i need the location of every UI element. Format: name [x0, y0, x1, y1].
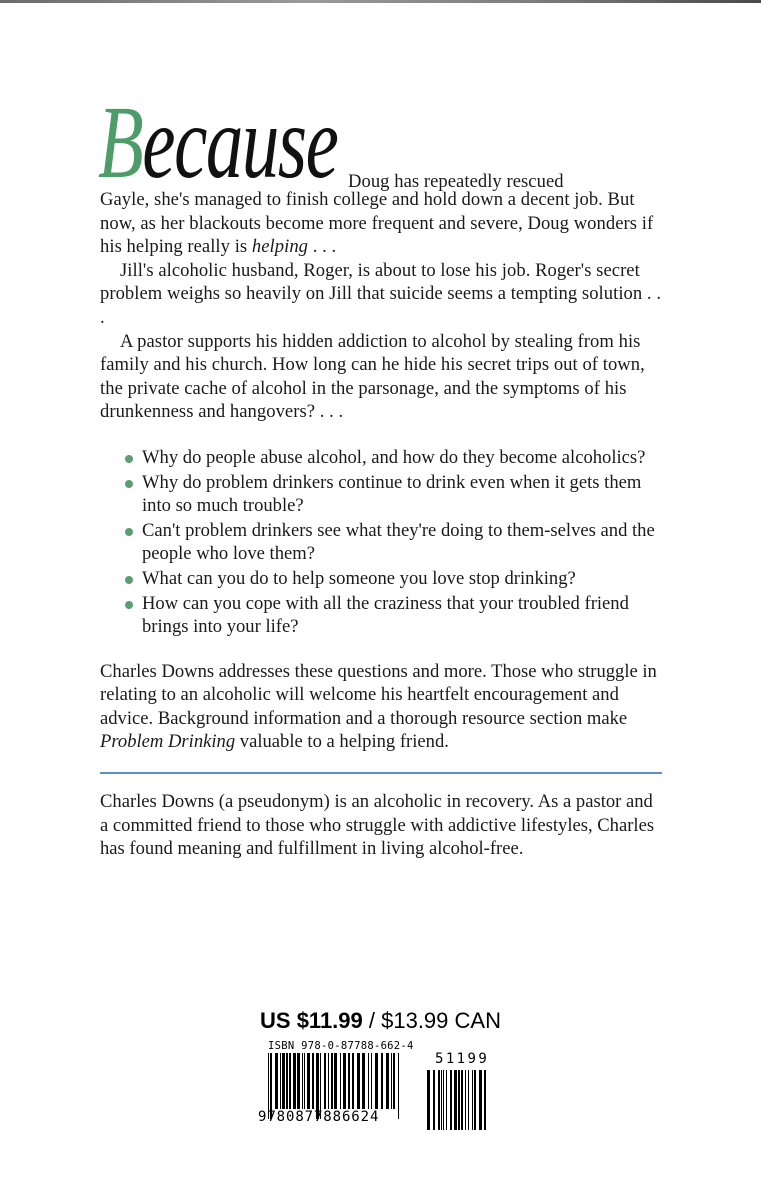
barcode-bar [312, 1053, 314, 1109]
question-text: What can you do to help someone you love stop drinking? [142, 567, 576, 589]
barcode-bar [375, 1053, 378, 1109]
barcode-bar [381, 1053, 383, 1109]
book-title-italic: Problem Drinking [100, 731, 236, 753]
dropcap-word [98, 85, 338, 200]
barcode-bar [386, 1053, 389, 1109]
question-item [126, 446, 665, 470]
barcode-bar [289, 1053, 291, 1109]
price-can: $13.99 CAN [381, 1008, 501, 1033]
barcode-bar [461, 1070, 463, 1130]
isbn-label: ISBN 978-0-87788-662-4 [268, 1040, 414, 1052]
lead-paragraph-2: Jill's alcoholic husband, Roger, is about to lose his job. Roger's secret problem weighs so heavily on Jill that suicide seems a tempting solution . . . [100, 259, 662, 328]
cover-top-edge [0, 0, 761, 3]
barcode-bar [446, 1070, 447, 1130]
lead-paragraph-1-emphasis: helping [251, 236, 309, 258]
dropcap-rest: ecause [142, 85, 338, 200]
barcode-bar [441, 1070, 442, 1130]
barcode-bar [307, 1053, 310, 1109]
barcode-bar [458, 1070, 460, 1130]
barcode-bar [433, 1070, 435, 1130]
barcode-bar [297, 1053, 300, 1109]
barcode-bar [450, 1070, 452, 1130]
section-divider [100, 772, 662, 774]
addon-digits: 51199 [435, 1051, 490, 1067]
barcode-bar [438, 1070, 440, 1130]
summary-paragraph [100, 660, 665, 754]
question-text: How can you cope with all the craziness that your troubled friend brings into your life? [142, 592, 629, 638]
barcode-bar [352, 1053, 354, 1109]
addon-barcode-icon [427, 1070, 489, 1130]
summary-text-before: Charles Downs addresses these questions and more. Those who struggle in relating to an alcoholic will welcome his heartfelt encouragement and advice. Background information and a thorough resource section make [100, 660, 657, 729]
price-separator: / [362, 1008, 382, 1033]
lead-section [98, 85, 665, 424]
bullet-dot-icon [125, 480, 133, 488]
barcode-bar [393, 1053, 395, 1109]
barcode-bar [348, 1053, 350, 1109]
question-text: Why do problem drinkers continue to drink even when it gets them into so much trouble? [142, 471, 642, 517]
barcode-bar [391, 1053, 392, 1109]
barcode-bar [331, 1053, 333, 1109]
bullet-dot-icon [125, 601, 133, 609]
lead-paragraph-3: A pastor supports his hidden addiction to alcohol by stealing from his family and his church. How long can he hide his secret trips out of town, the private cache of alcohol in the parsonage, and the symptoms of his drunkenness and hangovers? . . . [100, 330, 645, 423]
barcode-bar [474, 1070, 476, 1130]
lead-paragraph-1-end: . . . [308, 236, 337, 258]
barcode-bar [454, 1070, 457, 1130]
barcode-bar [362, 1053, 365, 1109]
barcode-bar [304, 1053, 305, 1109]
price-line [0, 1008, 761, 1034]
barcode-bar [343, 1053, 346, 1109]
opening-line-tail: Doug has repeatedly rescued [348, 171, 564, 193]
question-item [126, 519, 665, 566]
question-text: Can't problem drinkers see what they're doing to them-selves and the people who love them? [142, 519, 655, 565]
back-cover-text [98, 85, 665, 861]
barcode-bar [468, 1070, 469, 1130]
author-bio: Charles Downs (a pseudonym) is an alcoholic in recovery. As a pastor and a committed friend to those who struggle with addictive lifestyles, Charles has found meaning and fulfillment in living alcohol-free. [100, 791, 655, 860]
question-text: Why do people abuse alcohol, and how do they become alcoholics? [142, 446, 646, 468]
summary-text-after: valuable to a helping friend. [235, 731, 449, 753]
barcode-bar [302, 1053, 303, 1109]
bullet-dot-icon [125, 576, 133, 584]
barcode-bar [398, 1053, 399, 1119]
barcode-bar [324, 1053, 326, 1109]
barcode-bar [371, 1053, 372, 1109]
barcode-bar [340, 1053, 341, 1109]
barcode-bar [472, 1070, 473, 1130]
barcode-bar [328, 1053, 329, 1109]
barcode-bar [357, 1053, 360, 1109]
lead-paragraph-1-text: Gayle, she's managed to finish college and hold down a decent job. But now, as her blackouts become more frequent and severe, Doug wonders if his helping really is [100, 189, 654, 258]
ean-digits: 9780877886624 [258, 1109, 380, 1125]
question-item [126, 567, 665, 591]
barcode-bar [334, 1053, 337, 1109]
barcode-bar [465, 1070, 466, 1130]
barcode-bar [443, 1070, 444, 1130]
barcode-bar [427, 1070, 430, 1130]
barcode-bar [484, 1070, 486, 1130]
barcode-bar [275, 1053, 278, 1109]
barcode-block [255, 1040, 505, 1140]
price-us: US $11.99 [260, 1008, 363, 1033]
question-item [126, 592, 665, 639]
barcode-bar [282, 1053, 285, 1109]
bullet-dot-icon [125, 528, 133, 536]
dropcap-line [98, 85, 665, 200]
barcode-bar [293, 1053, 296, 1109]
barcode-bar [479, 1070, 482, 1130]
barcode-bar [280, 1053, 281, 1109]
barcode-bar [286, 1053, 288, 1109]
question-item [126, 471, 665, 518]
bullet-dot-icon [125, 455, 133, 463]
dropcap-initial: B [98, 85, 143, 200]
question-list [100, 446, 665, 639]
barcode-bar [368, 1053, 369, 1109]
